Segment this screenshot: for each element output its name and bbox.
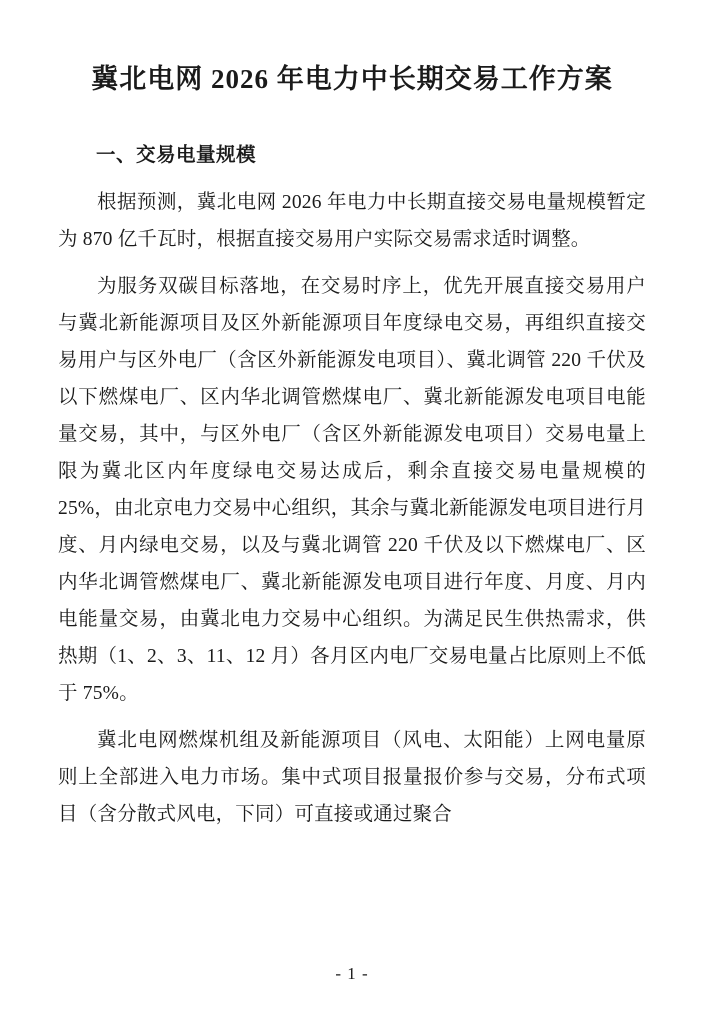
paragraph-3: 冀北电网燃煤机组及新能源项目（风电、太阳能）上网电量原则上全部进入电力市场。集中式项目报量报价参与交易，分布式项目（含分散式风电，下同）可直接或通过聚合 [58,730,646,826]
paragraph-2: 为服务双碳目标落地，在交易时序上，优先开展直接交易用户与冀北新能源项目及区外新能源项目年度绿电交易，再组织直接交易用户与区外电厂（含区外新能源发电项目）、冀北调管 220 千伏及以下燃煤电厂、区内华北调管燃煤电厂、冀北新能源发电项目电能量交易，其中，与区外电厂（含区外新能源发电项目）交易电量上限为冀北区内年度绿电交易达成后，剩余直接交易电量规模的 25%，由北京电力交易中心组织，其余与冀北新能源发电项目进行月度、月内绿电交易，以及与冀北调管 220 千伏及以下燃煤电厂、区内华北调管燃煤电厂、冀北新能源发电项目进行年度、月度、月内电能量交易，由冀北电力交易中心组织。为满足民生供热需求，供热期（1、2、3、11、12 月）各月区内电厂交易电量占比原则上不低于 75%。 [58,276,646,705]
section-heading-1: 一、交易电量规模 [96,145,257,167]
page-title: 冀北电网 2026 年电力中长期交易工作方案 [91,64,613,94]
paragraph-1: 根据预测，冀北电网 2026 年电力中长期直接交易电量规模暂定为 870 亿千瓦时，根据直接交易用户实际交易需求适时调整。 [58,192,646,251]
page-number: - 1 - [335,964,369,983]
